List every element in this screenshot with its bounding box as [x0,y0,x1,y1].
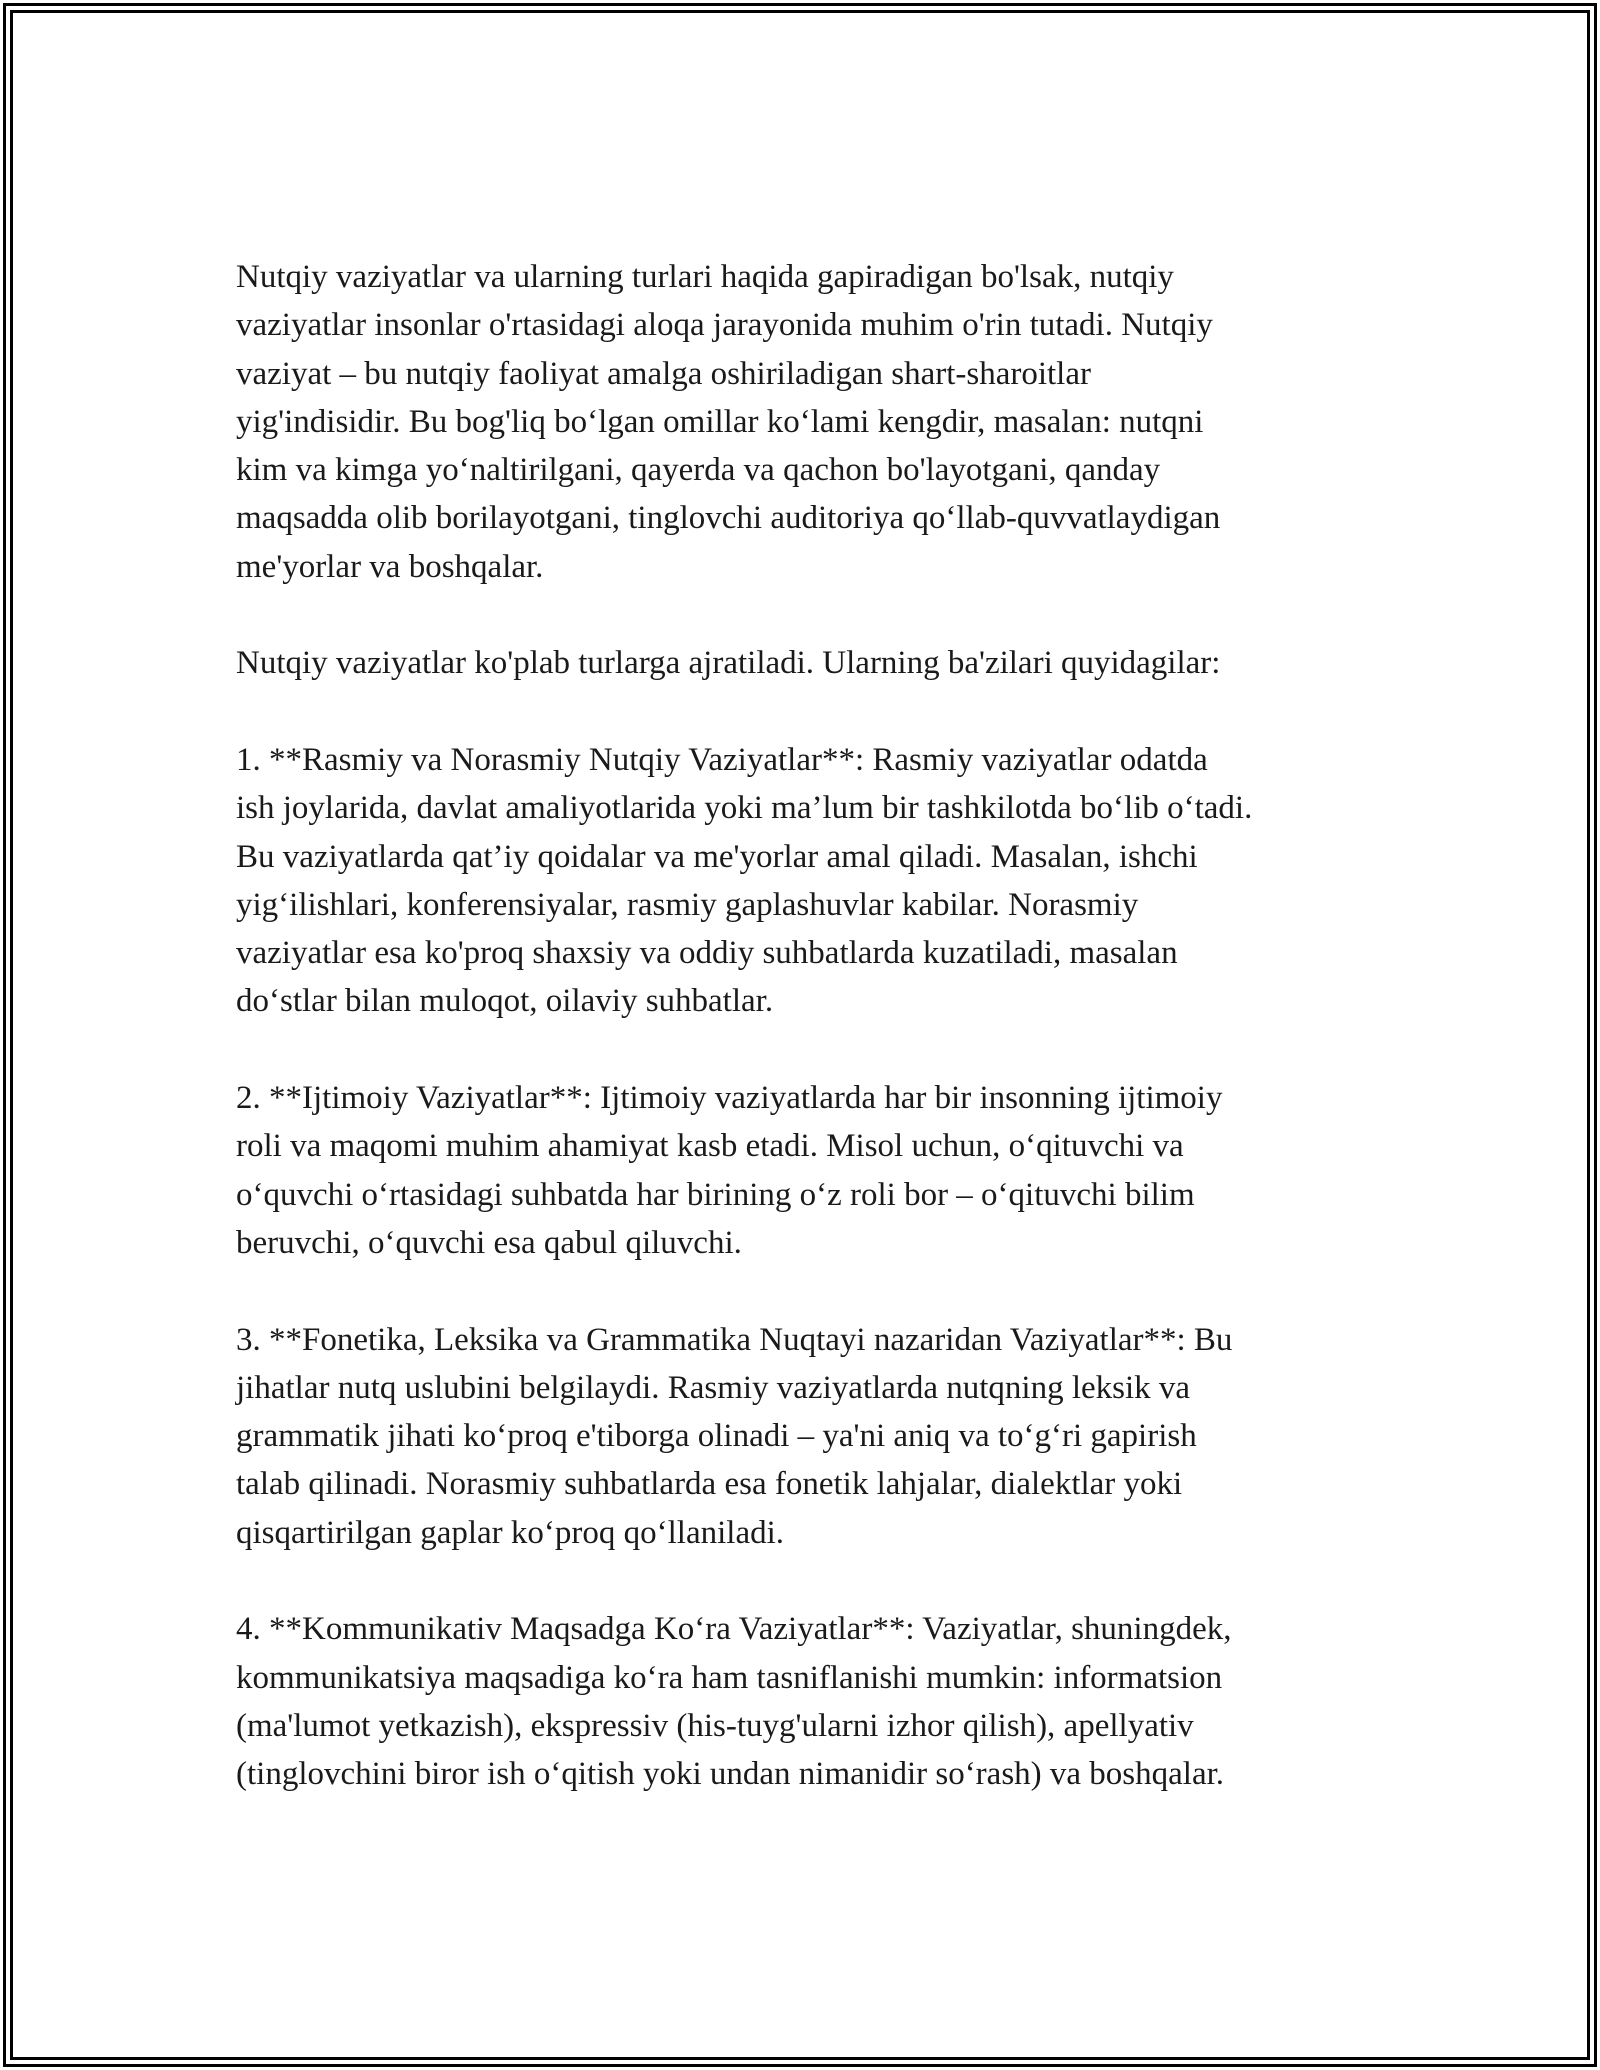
text-line: beruvchi, o‘quvchi esa qabul qiluvchi. [236,1224,742,1261]
text-line: 1. **Rasmiy va Norasmiy Nutqiy Vaziyatlar**: Rasmiy vaziyatlar odatda [236,741,1208,778]
text-line: yig'indisidir. Bu bog'liq bo‘lgan omillar ko‘lami kengdir, masalan: nutqni [236,403,1204,440]
paragraph-intro [236,253,1376,591]
paragraph-item-3 [236,1316,1376,1557]
text-line: me'yorlar va boshqalar. [236,548,544,585]
paragraph-item-4 [236,1605,1376,1798]
text-line: Nutqiy vaziyatlar va ularning turlari haqida gapiradigan bo'lsak, nutqiy [236,259,1174,295]
text-line: o‘quvchi o‘rtasidagi suhbatda har birining o‘z roli bor – o‘qituvchi bilim [236,1176,1195,1213]
document-body [236,253,1376,1847]
text-line: qisqartirilgan gaplar ko‘proq qo‘llaniladi. [236,1514,785,1551]
text-line: ish joylarida, davlat amaliyotlarida yoki ma’lum bir tashkilotda bo‘lib o‘tadi. [236,790,1253,827]
text-line: kim va kimga yo‘naltirilgani, qayerda va qachon bo'layotgani, qanday [236,452,1161,489]
text-line: vaziyatlar insonlar o'rtasidagi aloqa jarayonida muhim o'rin tutadi. Nutqiy [236,307,1213,344]
text-line: 4. **Kommunikativ Maqsadga Ko‘ra Vaziyatlar**: Vaziyatlar, shuningdek, [236,1611,1232,1648]
text-line: 2. **Ijtimoiy Vaziyatlar**: Ijtimoiy vaziyatlarda har bir insonning ijtimoiy [236,1080,1223,1117]
text-line: jihatlar nutq uslubini belgilaydi. Rasmiy vaziyatlarda nutqning leksik va [236,1369,1191,1406]
text-line: grammatik jihati ko‘proq e'tiborga olinadi – ya'ni aniq va to‘g‘ri gapirish [236,1418,1197,1455]
paragraph-item-2 [236,1074,1376,1267]
text-line: roli va maqomi muhim ahamiyat kasb etadi. Misol uchun, o‘qituvchi va [236,1128,1184,1165]
text-line: Bu vaziyatlarda qat’iy qoidalar va me'yorlar amal qiladi. Masalan, ishchi [236,838,1198,875]
text-line: vaziyat – bu nutqiy faoliyat amalga oshiriladigan shart-sharoitlar [236,355,1091,392]
text-line: yig‘ilishlari, konferensiyalar, rasmiy gaplashuvlar kabilar. Norasmiy [236,886,1139,923]
text-line: do‘stlar bilan muloqot, oilaviy suhbatlar. [236,983,774,1020]
text-line: Nutqiy vaziyatlar ko'plab turlarga ajratiladi. Ularning ba'zilari quyidagilar: [236,645,1221,682]
text-line: (tinglovchini biror ish o‘qitish yoki undan nimanidir so‘rash) va boshqalar. [236,1756,1225,1793]
paragraph-item-1 [236,736,1376,1026]
paragraph-types-intro [236,639,1376,687]
text-line: kommunikatsiya maqsadiga ko‘ra ham tasniflanishi mumkin: informatsion [236,1659,1223,1696]
text-line: (ma'lumot yetkazish), ekspressiv (his-tuyg'ularni izhor qilish), apellyativ [236,1707,1194,1744]
text-line: vaziyatlar esa ko'proq shaxsiy va oddiy suhbatlarda kuzatiladi, masalan [236,935,1178,972]
text-line: 3. **Fonetika, Leksika va Grammatika Nuqtayi nazaridan Vaziyatlar**: Bu [236,1321,1233,1358]
text-line: talab qilinadi. Norasmiy suhbatlarda esa fonetik lahjalar, dialektlar yoki [236,1466,1183,1503]
text-line: maqsadda olib borilayotgani, tinglovchi auditoriya qo‘llab-quvvatlaydigan [236,500,1221,537]
